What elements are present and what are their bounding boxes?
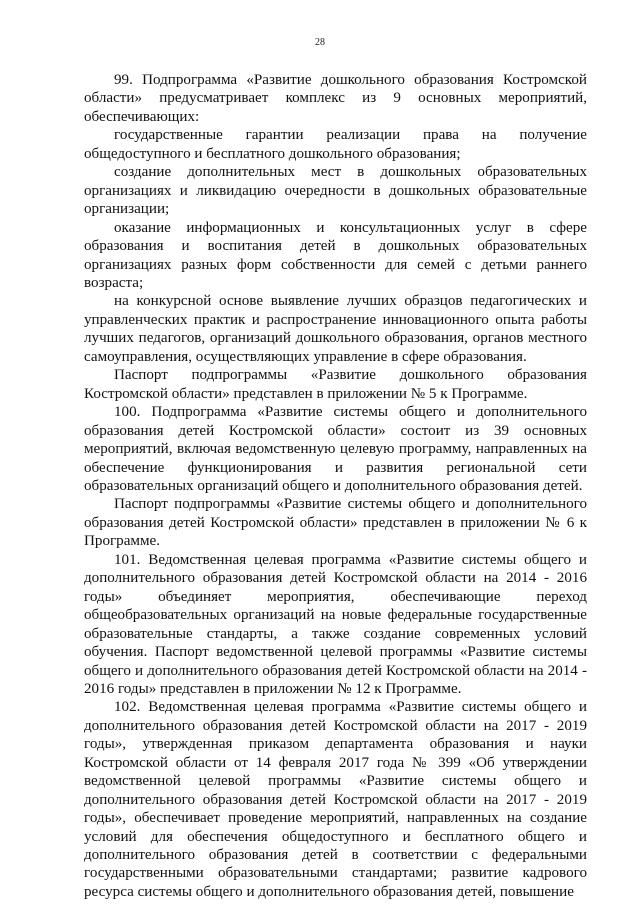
paragraph-additional-places: создание дополнительных мест в дошкольных образовательных организациях и ликвидацию очередности в дошкольных образовательные организации;: [84, 164, 587, 218]
paragraph-guarantees: государственные гарантии реализации права на получение общедоступного и бесплатного дошкольного образования;: [84, 127, 587, 162]
paragraph-passport-preschool: Паспорт подпрограммы «Развитие дошкольного образования Костромской области» представлен в приложении № 5 к Программе.: [84, 367, 587, 402]
paragraph-consulting-services: оказание информационных и консультационных услуг в сфере образования и воспитания детей в дошкольных образовательных организациях разных форм собственности для семей с детьми раннего возраста;: [84, 219, 587, 291]
document-body: [84, 71, 587, 901]
paragraph-passport-general: Паспорт подпрограммы «Развитие системы общего и дополнительного образования детей Костромской области» представлен в приложении № 6 к Программе.: [84, 496, 587, 550]
page-number: 28: [315, 37, 325, 48]
paragraph-101: 101. Ведомственная целевая программа «Развитие системы общего и дополнительного образования детей Костромской области на 2014 - 2016 годы» объединяет мероприятия, обеспечивающие переход общеобразовательных организаций на новые федеральные государственные образовательные стандарты, а также создание современных условий обучения. Паспорт ведомственной целевой программы «Развитие системы общего и дополнительного образования детей Костромской области на 2014 - 2016 годы» представлен в приложении № 12 к Программе.: [84, 551, 587, 697]
paragraph-100: 100. Подпрограмма «Развитие системы общего и дополнительного образования детей Костромской области» состоит из 39 основных мероприятий, включая ведомственную целевую программу, направленных на обеспечение функционирования и развития региональной сети образовательных организаций общего и дополнительного образования детей.: [84, 404, 587, 494]
paragraph-best-practices: на конкурсной основе выявление лучших образцов педагогических и управленческих практик и распространение инновационного опыта работы лучших педагогов, организаций дошкольного образования, органов местного самоуправления, осуществляющих управление в сфере образования.: [84, 293, 587, 365]
paragraph-99-intro: 99. Подпрограмма «Развитие дошкольного образования Костромской области» предусматривает комплекс из 9 основных мероприятий, обеспечивающих:: [84, 72, 587, 125]
paragraph-102: 102. Ведомственная целевая программа «Развитие системы общего и дополнительного образования детей Костромской области на 2017 - 2019 годы», утвержденная приказом департамента образования и науки Костромской области от 14 февраля 2017 года № 399 «Об утверждении ведомственной целевой программы «Развитие системы общего и дополнительного образования детей Костромской области на 2017 - 2019 годы», обеспечивает проведение мероприятий, направленных на создание условий для обеспечения общедоступного и бесплатного общего и дополнительного образования детей в соответствии с федеральными государственными образовательными стандартами; развитие кадрового ресурса системы общего и дополнительного образования детей, повышение: [84, 699, 587, 900]
